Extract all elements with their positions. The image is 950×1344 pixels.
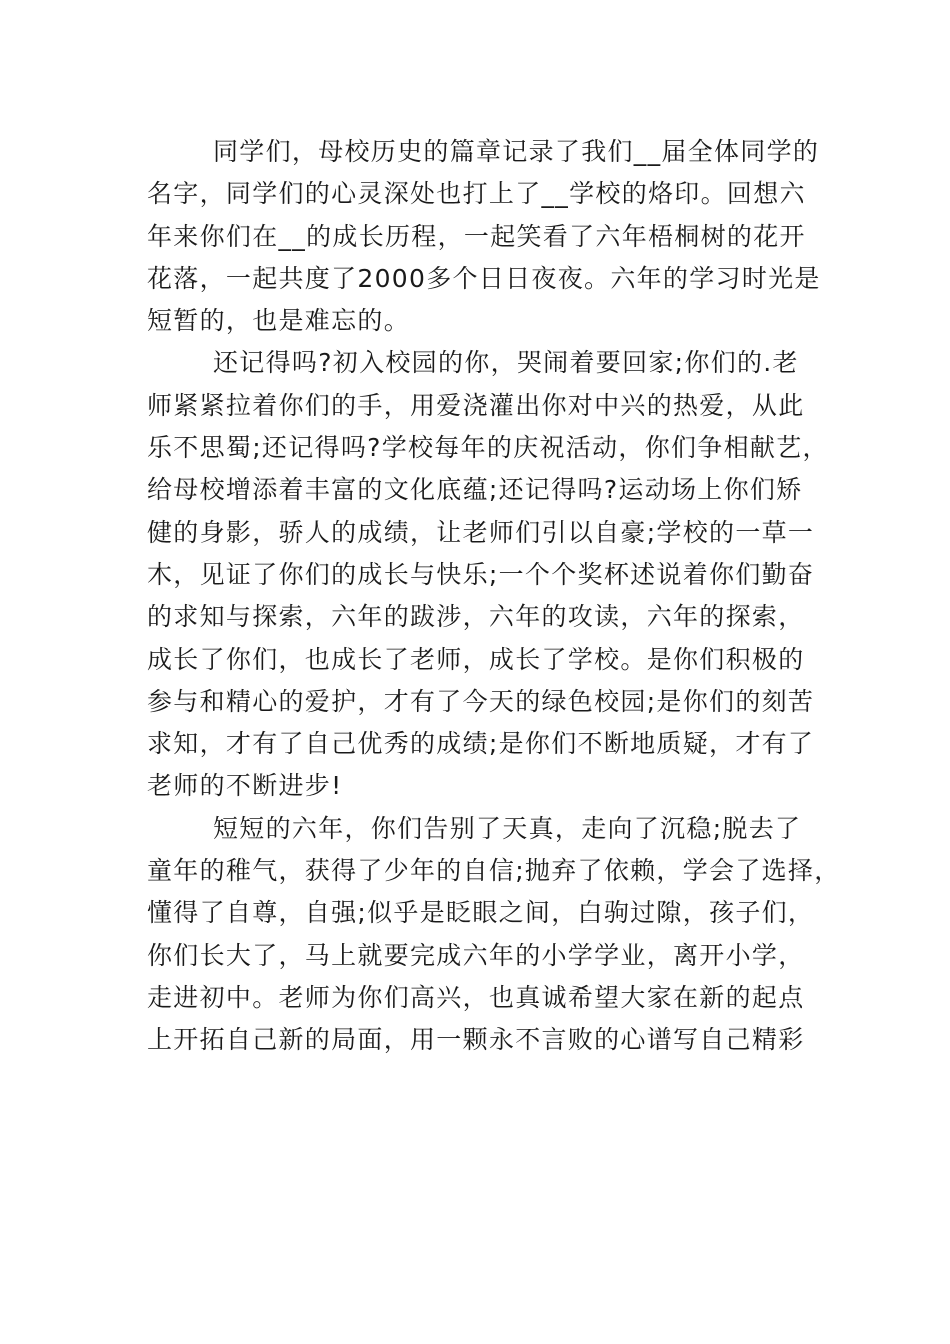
- text-line: 给母校增添着丰富的文化底蕴;还记得吗?运动场上你们矫: [147, 475, 803, 505]
- text-line: 成长了你们，也成长了老师，成长了学校。是你们积极的: [147, 644, 805, 674]
- text-line: 健的身影，骄人的成绩，让老师们引以自豪;学校的一草一: [147, 517, 815, 547]
- text-line: 参与和精心的爱护，才有了今天的绿色校园;是你们的刻苦: [147, 686, 815, 716]
- text-line: 短暂的，也是难忘的。: [147, 306, 411, 336]
- paragraph-1: [147, 131, 821, 342]
- paragraph-2: [147, 342, 829, 807]
- text-line: 短短的六年，你们告别了天真，走向了沉稳;脱去了: [213, 813, 802, 843]
- text-line: 走进初中。老师为你们高兴，也真诚希望大家在新的起点: [147, 982, 805, 1012]
- text-line: 的求知与探索，六年的跋涉，六年的攻读，六年的探索，: [147, 602, 805, 632]
- text-line: 你们长大了，马上就要完成六年的小学学业，离开小学，: [147, 940, 805, 970]
- text-line: 木，见证了你们的成长与快乐;一个个奖杯述说着你们勤奋: [147, 559, 815, 589]
- text-line: 年来你们在__的成长历程，一起笑看了六年梧桐树的花开: [147, 221, 806, 251]
- text-line: 同学们，母校历史的篇章记录了我们__届全体同学的: [213, 137, 820, 166]
- text-line: 童年的稚气，获得了少年的自信;抛弃了依赖，学会了选择，: [147, 856, 841, 886]
- paragraph-3: [147, 808, 841, 1062]
- text-line: 乐不思蜀;还记得吗?学校每年的庆祝活动，你们争相献艺，: [147, 433, 829, 463]
- body-text: [147, 131, 841, 1062]
- text-line: 老师的不断进步!: [147, 771, 343, 801]
- text-line: 花落，一起共度了2000多个日日夜夜。六年的学习时光是: [147, 263, 821, 293]
- text-line: 还记得吗?初入校园的你，哭闹着要回家;你们的.老: [213, 348, 799, 378]
- text-line: 上开拓自己新的局面，用一颗永不言败的心谱写自己精彩: [147, 1025, 805, 1055]
- text-line: 名字，同学们的心灵深处也打上了__学校的烙印。回想六: [147, 179, 806, 209]
- text-line: 师紧紧拉着你们的手，用爱浇灌出你对中兴的热爱，从此: [147, 390, 805, 420]
- text-line: 求知，才有了自己优秀的成绩;是你们不断地质疑，才有了: [147, 729, 815, 759]
- text-line: 懂得了自尊，自强;似乎是眨眼之间，白驹过隙，孩子们，: [147, 898, 815, 928]
